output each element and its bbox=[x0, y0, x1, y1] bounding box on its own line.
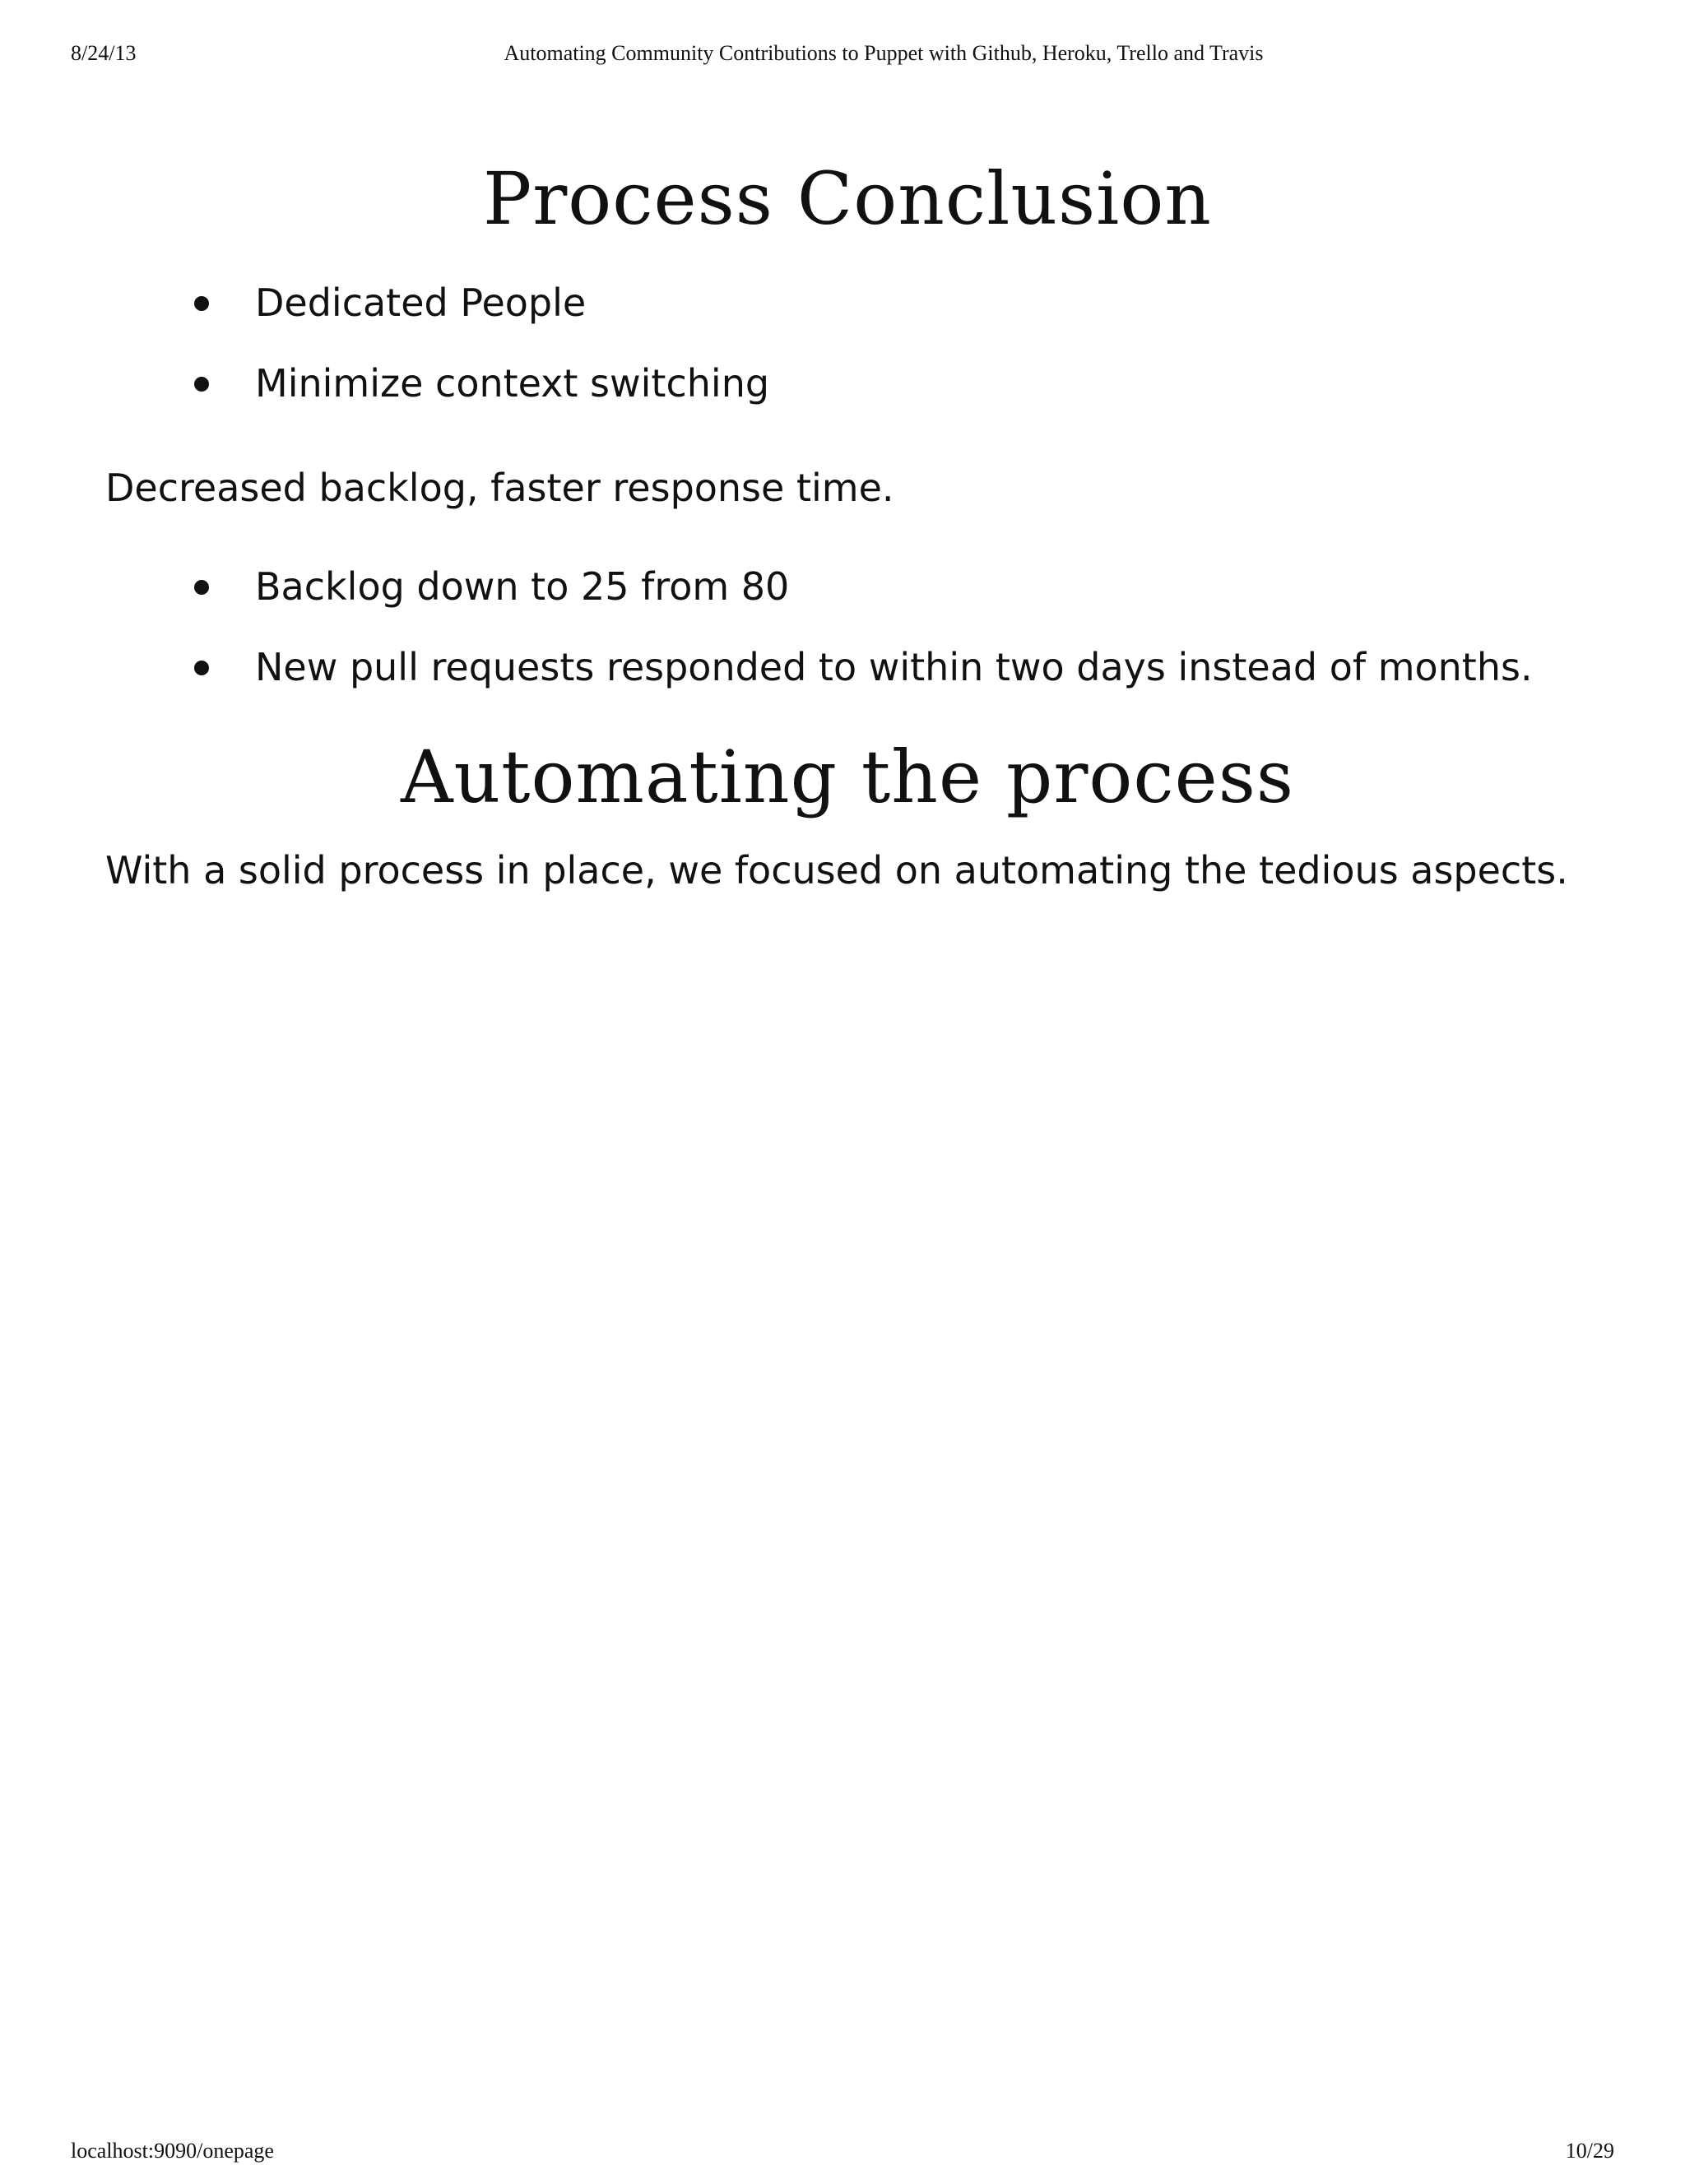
list-item bbox=[0, 563, 1533, 644]
section-title-process-conclusion: Process Conclusion bbox=[483, 156, 1212, 241]
list-item bbox=[0, 644, 1533, 725]
bullet-icon bbox=[194, 661, 209, 675]
bullet-list-results bbox=[0, 563, 1533, 725]
print-url: localhost:9090/onepage bbox=[71, 2139, 274, 2163]
bullet-icon bbox=[194, 296, 209, 311]
list-item bbox=[0, 360, 769, 441]
print-date: 8/24/13 bbox=[71, 41, 137, 65]
bullet-icon bbox=[194, 580, 209, 595]
print-footer bbox=[0, 2139, 1685, 2167]
section-title-automating: Automating the process bbox=[400, 735, 1295, 819]
list-item-text: Minimize context switching bbox=[255, 361, 770, 406]
print-page-number: 10/29 bbox=[1565, 2139, 1614, 2163]
print-header bbox=[0, 41, 1685, 69]
list-item-text: Dedicated People bbox=[255, 281, 587, 325]
list-item-text: New pull requests responded to within two days instead of months. bbox=[255, 645, 1533, 689]
bullet-icon bbox=[194, 377, 209, 392]
list-item bbox=[0, 280, 769, 360]
automating-paragraph: With a solid process in place, we focused on automating the tedious aspects. bbox=[105, 848, 1568, 893]
bullet-list-process bbox=[0, 280, 769, 441]
print-document-title: Automating Community Contributions to Puppet with Github, Heroku, Trello and Travis bbox=[504, 41, 1264, 65]
list-item-text: Backlog down to 25 from 80 bbox=[255, 564, 790, 609]
results-paragraph: Decreased backlog, faster response time. bbox=[105, 466, 894, 510]
